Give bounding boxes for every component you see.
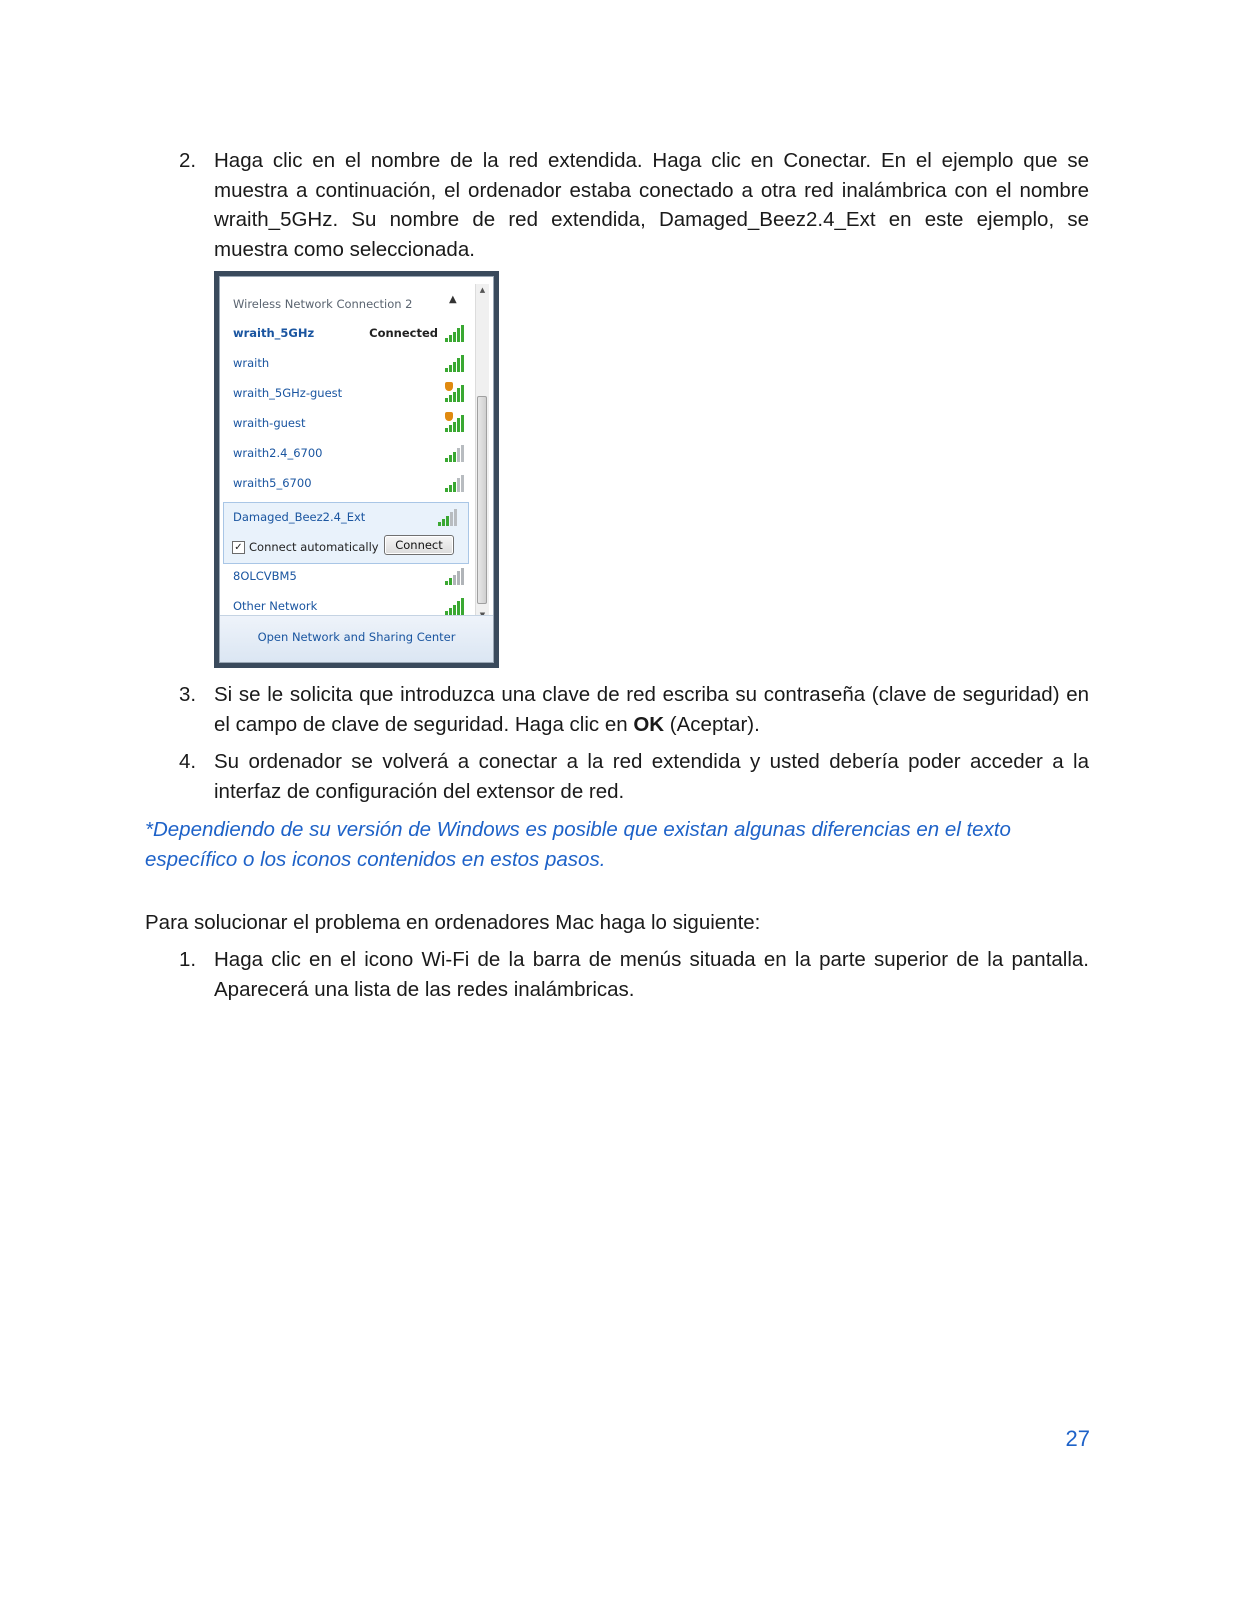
signal-strength-icon	[445, 474, 467, 492]
mac-intro: Para solucionar el problema en ordenadores Mac haga lo siguiente:	[145, 911, 761, 934]
network-flyout	[219, 276, 494, 663]
mac-step-1	[179, 945, 1089, 1004]
network-name: wraith_5GHz-guest	[233, 386, 343, 400]
step-text: Haga clic en el icono Wi-Fi de la barra de menús situada en la parte superior de la pantalla. Aparecerá una lista de las redes inalámbricas.	[214, 948, 1089, 1001]
signal-strength-icon	[438, 508, 460, 526]
selected-network-damaged-beez[interactable]	[223, 502, 469, 564]
page-number: 27	[1065, 1426, 1090, 1451]
step-number: 4.	[179, 750, 197, 773]
network-item-wraith-5ghz[interactable]	[233, 324, 468, 344]
network-name: wraith5_6700	[233, 476, 312, 490]
step-text-part: Si se le solicita que introduzca una clave de red escriba su contraseña (clave de seguridad) en el campo de clave de seguridad. Haga clic en	[214, 683, 1089, 736]
step-text-part: (Aceptar).	[664, 712, 760, 736]
step-text: Su ordenador se volverá a conectar a la red extendida y usted debería poder acceder a la interfaz de configuración del extensor de red.	[214, 750, 1089, 803]
ok-emphasis: OK	[633, 712, 665, 736]
secured-signal-icon	[445, 384, 467, 402]
signal-strength-icon	[445, 354, 467, 372]
network-name: wraith_5GHz	[233, 326, 315, 340]
network-name: Damaged_Beez2.4_Ext	[233, 510, 366, 524]
network-item-8olcvbm5[interactable]	[233, 567, 468, 587]
scrollbar-thumb[interactable]	[477, 396, 487, 604]
step-text: Haga clic en el nombre de la red extendida. Haga clic en Conectar. En el ejemplo que se muestra a continuación, el ordenador estaba conectado a otra red inalámbrica con el nombre wraith_5GHz. Su nombre de red extendida, Damaged_Beez2.4_Ext en este ejemplo, se muestra como seleccionada.	[214, 149, 1089, 261]
network-item-wraith[interactable]	[233, 354, 468, 374]
signal-strength-icon	[445, 597, 467, 615]
connected-status: Connected	[369, 326, 438, 340]
network-name: 8OLCVBM5	[233, 569, 297, 583]
network-name: wraith2.4_6700	[233, 446, 323, 460]
network-name: wraith-guest	[233, 416, 306, 430]
connect-automatically-checkbox[interactable]: ✓	[232, 541, 245, 554]
signal-strength-icon	[445, 444, 467, 462]
windows-version-note: *Dependiendo de su versión de Windows es posible que existan algunas diferencias en el texto específico o los iconos contenidos en estos pasos.	[145, 818, 1011, 871]
network-item-wraith-guest[interactable]	[233, 414, 468, 434]
connection-header: Wireless Network Connection 2	[233, 297, 413, 311]
network-item-damaged-beez[interactable]	[233, 508, 461, 528]
network-item-wraith-5ghz-guest[interactable]	[233, 384, 468, 404]
connect-automatically-label: Connect automatically	[249, 540, 379, 554]
wifi-network-list-screenshot	[214, 271, 499, 668]
network-item-wraith2-4-6700[interactable]	[233, 444, 468, 464]
scroll-up-arrow-icon[interactable]: ▲	[479, 286, 486, 294]
step-number: 2.	[179, 149, 197, 172]
step-2	[179, 146, 1089, 264]
signal-strength-icon	[445, 567, 467, 585]
open-network-sharing-center-link[interactable]: Open Network and Sharing Center	[257, 630, 456, 644]
network-name: wraith	[233, 356, 270, 370]
shield-icon	[445, 382, 453, 391]
step-number: 3.	[179, 683, 197, 706]
collapse-chevron-icon[interactable]: ▲	[449, 294, 457, 305]
network-list-scrollbar[interactable]	[475, 284, 489, 621]
network-item-other-network[interactable]	[233, 597, 468, 617]
step-text	[214, 680, 1089, 739]
connect-button[interactable]: Connect	[384, 535, 454, 555]
signal-strength-icon	[445, 324, 467, 342]
step-4	[179, 747, 1089, 806]
step-3	[179, 680, 1089, 739]
flyout-footer	[220, 615, 493, 662]
shield-icon	[445, 412, 453, 421]
network-item-wraith5-6700[interactable]	[233, 474, 468, 494]
step-number: 1.	[179, 948, 197, 971]
network-name: Other Network	[233, 599, 318, 613]
secured-signal-icon	[445, 414, 467, 432]
